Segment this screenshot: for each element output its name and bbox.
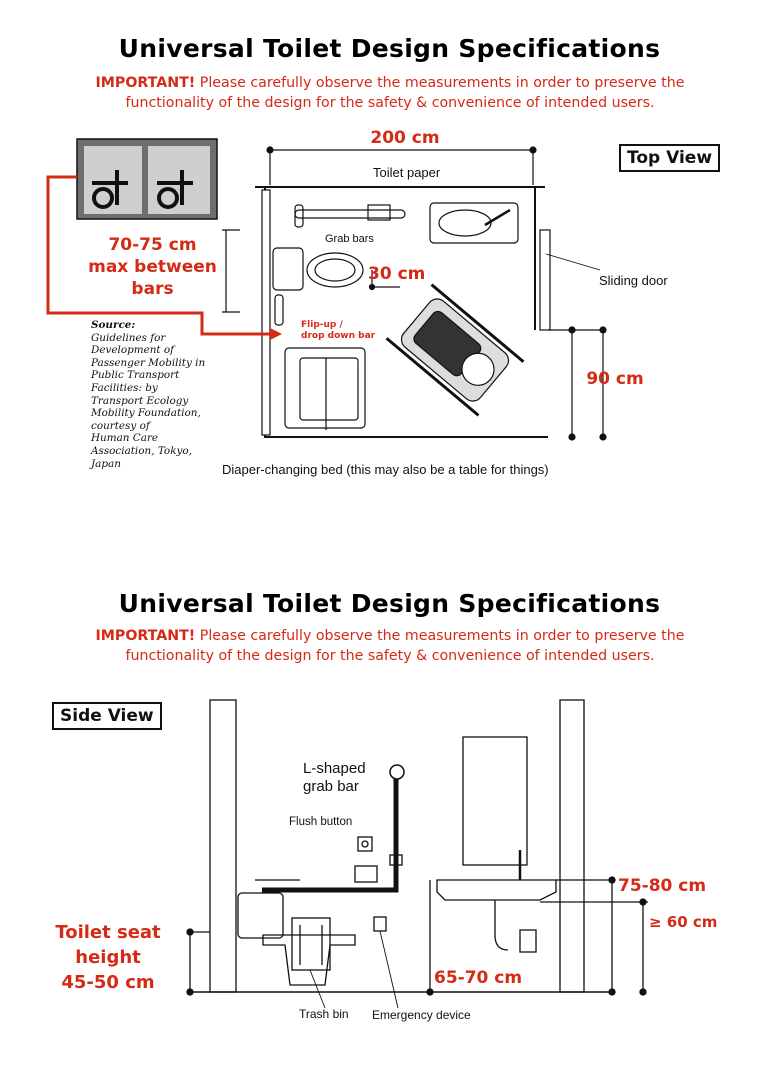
source-line: Human Care bbox=[91, 432, 159, 445]
source-line: Public Transport bbox=[91, 369, 180, 382]
source-heading: Source: bbox=[91, 319, 136, 331]
dim-door-label: 90 cm bbox=[586, 369, 644, 389]
dim-sink-label: 75-80 cm bbox=[618, 876, 707, 896]
dim-knee-label: ≥ 60 cm bbox=[649, 913, 718, 931]
top-notice-text-1: Please carefully observe the measurements in order to preserve the bbox=[195, 75, 685, 91]
grab-bar-label bbox=[303, 760, 366, 796]
wheelchair-sign-photo bbox=[77, 139, 217, 219]
side-notice-text-1: Please carefully observe the measurements in order to preserve the bbox=[195, 628, 685, 644]
source-line: Mobility Foundation, bbox=[91, 407, 201, 420]
dim-bars-line-1: 70-75 cm bbox=[108, 235, 197, 255]
side-notice-text-2: functionality of the design for the safety & convenience of intended users. bbox=[125, 648, 655, 664]
emergency-label: Emergency device bbox=[372, 1008, 471, 1022]
seat-line-3: 45-50 cm bbox=[61, 972, 155, 993]
side-notice bbox=[60, 626, 720, 666]
flipup-label bbox=[301, 320, 375, 342]
source-line: Japan bbox=[91, 457, 121, 470]
source-line: Transport Ecology bbox=[91, 394, 189, 407]
flipup-line-2: drop down bar bbox=[301, 331, 376, 341]
top-view-drawing bbox=[222, 147, 606, 440]
grab-bar-line-1: L-shaped bbox=[303, 760, 366, 777]
source-line: Guidelines for bbox=[91, 331, 166, 344]
source-line: Development of bbox=[91, 344, 175, 357]
flush-label: Flush button bbox=[289, 816, 353, 828]
source-line: courtesy of bbox=[91, 419, 150, 432]
seat-height-label bbox=[38, 920, 178, 995]
dim-gap-label: 30 cm bbox=[368, 264, 426, 284]
dim-floor-label: 65-70 cm bbox=[434, 968, 523, 988]
bed-label: Diaper-changing bed (this may also be a table for things) bbox=[222, 462, 549, 477]
trash-label: Trash bin bbox=[299, 1007, 349, 1021]
side-notice-strong: IMPORTANT! bbox=[95, 628, 196, 644]
side-view-drawing bbox=[187, 700, 648, 1008]
dim-width-label: 200 cm bbox=[370, 128, 440, 148]
side-page-title: Universal Toilet Design Specifications bbox=[118, 589, 661, 618]
dim-bars-label bbox=[80, 234, 225, 300]
side-view-label: Side View bbox=[52, 702, 162, 730]
seat-line-2: height bbox=[75, 947, 141, 968]
sliding-door-label: Sliding door bbox=[599, 273, 668, 288]
dim-bars-line-3: bars bbox=[131, 279, 174, 299]
toilet-paper-label: Toilet paper bbox=[373, 165, 441, 180]
dim-bars-line-2: max between bbox=[88, 257, 217, 277]
source-line: Facilities: by bbox=[91, 381, 158, 394]
source-citation bbox=[91, 319, 209, 470]
source-line: Association, Tokyo, bbox=[91, 444, 192, 457]
source-line: Passenger Mobility in bbox=[91, 356, 206, 369]
wheelchair-icon bbox=[387, 285, 524, 416]
grab-bars-label: Grab bars bbox=[325, 233, 374, 245]
grab-bar-line-2: grab bar bbox=[303, 778, 359, 795]
flipup-line-1: Flip-up / bbox=[301, 320, 343, 330]
seat-line-1: Toilet seat bbox=[55, 922, 161, 943]
top-page-title: Universal Toilet Design Specifications bbox=[118, 34, 661, 63]
top-notice-strong: IMPORTANT! bbox=[95, 75, 196, 91]
top-view-label: Top View bbox=[619, 144, 720, 172]
top-notice-text-2: functionality of the design for the safety & convenience of intended users. bbox=[125, 95, 655, 111]
